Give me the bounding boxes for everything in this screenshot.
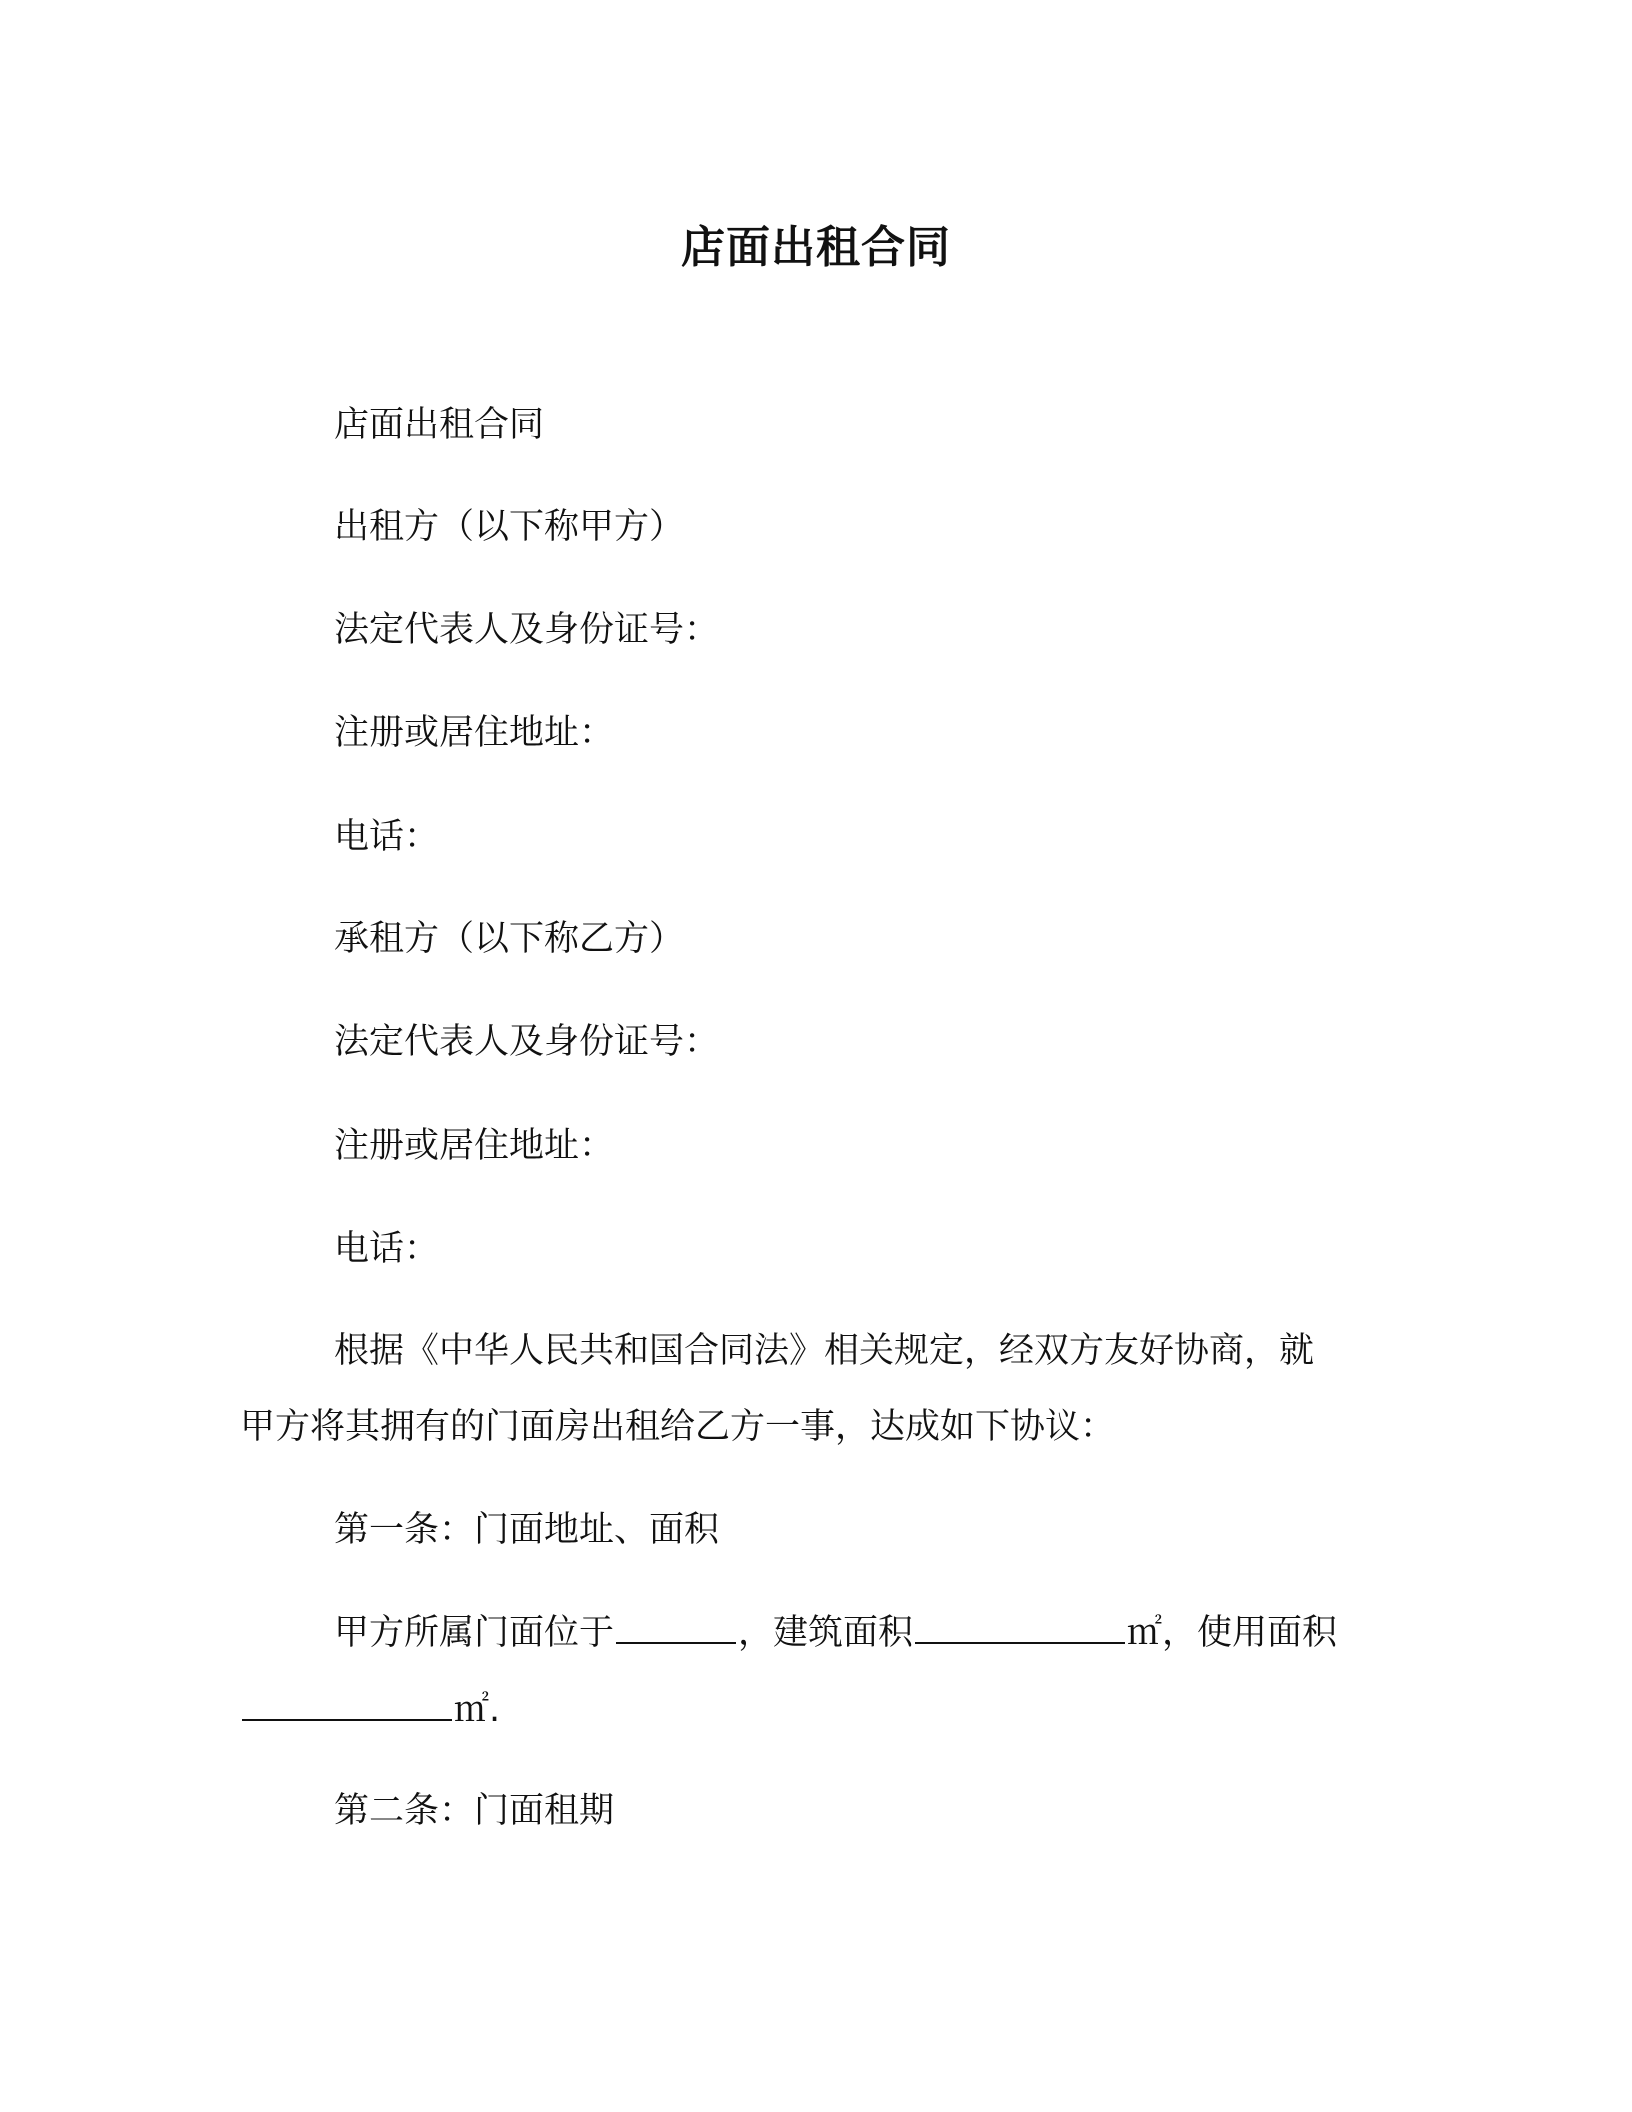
- article-1-heading: 第一条：门面地址、面积: [334, 1510, 720, 1550]
- lessee-line: 承租方（以下称乙方）: [334, 919, 685, 959]
- area-unit-2: ㎡: [454, 1690, 490, 1730]
- area-clause-prefix: 甲方所属门面位于: [334, 1613, 615, 1653]
- agreement-intro-line-1: 根据《中华人民共和国合同法》相关规定，经双方友好协商，就: [334, 1331, 1315, 1371]
- building-area-blank: [915, 1608, 1125, 1644]
- area-clause-end: .: [489, 1690, 501, 1730]
- area-unit: ㎡: [1127, 1613, 1163, 1653]
- area-clause-line-2: [240, 1685, 500, 1735]
- area-clause-mid: ，建筑面积: [738, 1613, 914, 1653]
- lessee-phone-line: 电话：: [334, 1229, 440, 1269]
- lessee-representative-line: 法定代表人及身份证号：: [334, 1022, 720, 1062]
- usable-area-blank: [242, 1685, 452, 1721]
- lessor-representative-line: 法定代表人及身份证号：: [334, 610, 720, 650]
- lessee-address-line: 注册或居住地址：: [334, 1126, 615, 1166]
- heading-line: 店面出租合同: [334, 405, 545, 445]
- agreement-intro-line-2: 甲方将其拥有的门面房出租给乙方一事，达成如下协议：: [240, 1407, 1116, 1447]
- lessor-address-line: 注册或居住地址：: [334, 713, 615, 753]
- article-2-heading: 第二条：门面租期: [334, 1791, 615, 1831]
- area-clause-mid2: ，使用面积: [1162, 1613, 1338, 1653]
- location-blank: [616, 1608, 736, 1644]
- document-title: 店面出租合同: [681, 222, 951, 273]
- lessor-line: 出租方（以下称甲方）: [334, 507, 685, 547]
- area-clause-line-1: [334, 1608, 1337, 1658]
- lessor-phone-line: 电话：: [334, 817, 440, 857]
